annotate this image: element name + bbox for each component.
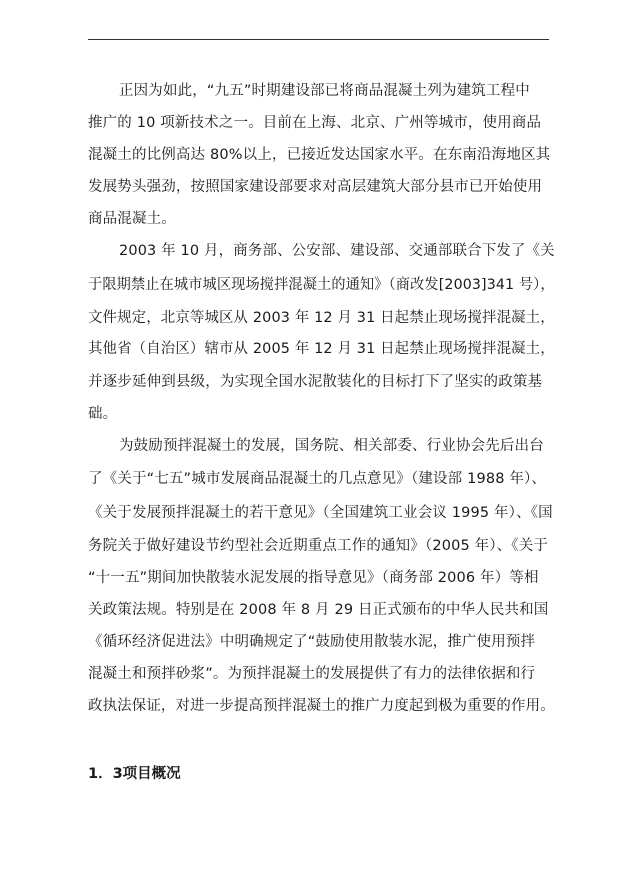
paragraph-3-line-2: 了《关于“七五”城市发展商品混凝土的几点意见》（建设部 1988 年）、 [88,471,547,487]
paragraph-2-line-2: 于限期禁止在城市城区现场搅拌混凝土的通知》（商改发[2003]341 号）， [88,277,555,293]
section-heading: 1．3项目概况 [88,766,181,782]
paragraph-3-line-4: 务院关于做好建设节约型社会近期重点工作的通知》（2005 年）、《关于 [88,538,549,554]
paragraph-2-line-6: 础。 [88,406,118,422]
paragraph-1-line-2: 推广的 10 项新技术之一。目前在上海、北京、广州等城市，使用商品 [88,115,542,131]
header-rule [88,39,549,40]
paragraph-2-line-3: 文件规定，北京等城区从 2003 年 12 月 31 日起禁止现场搅拌混凝土， [88,310,555,326]
paragraph-2-line-4: 其他省（自治区）辖市从 2005 年 12 月 31 日起禁止现场搅拌混凝土， [88,341,555,357]
paragraph-3-line-6: 关政策法规。特别是在 2008 年 8 月 29 日正式颁布的中华人民共和国 [88,602,549,618]
paragraph-2-line-1: 2003 年 10 月，商务部、公安部、建设部、交通部联合下发了《关 [119,243,555,259]
paragraph-3-line-3: 《关于发展预拌混凝土的若干意见》（全国建筑工业会议 1995 年）、《国 [88,505,553,521]
paragraph-3-line-1: 为鼓励预拌混凝土的发展，国务院、相关部委、行业协会先后出台 [119,438,544,454]
paragraph-3-line-7: 《循环经济促进法》中明确规定了“鼓励使用散装水泥，推广使用预拌 [88,634,536,650]
paragraph-3-line-9: 政执法保证，对进一步提高预拌混凝土的推广力度起到极为重要的作用。 [88,698,555,714]
paragraph-3-line-8: 混凝土和预拌砂浆”。为预拌混凝土的发展提供了有力的法律依据和行 [88,666,536,682]
paragraph-1-line-5: 商品混凝土。 [88,211,176,227]
paragraph-3-line-5: “十一五”期间加快散装水泥发展的指导意见》（商务部 2006 年）等相 [88,570,539,586]
paragraph-1-line-4: 发展势头强劲，按照国家建设部要求对高层建筑大部分县市已开始使用 [88,179,543,195]
paragraph-2-line-5: 并逐步延伸到县级，为实现全国水泥散装化的目标打下了坚实的政策基 [88,374,543,390]
paragraph-1-line-1: 正因为如此，“九五”时期建设部已将商品混凝土列为建筑工程中 [119,83,530,99]
paragraph-1-line-3: 混凝土的比例高达 80%以上，已接近发达国家水平。在东南沿海地区其 [88,147,551,163]
